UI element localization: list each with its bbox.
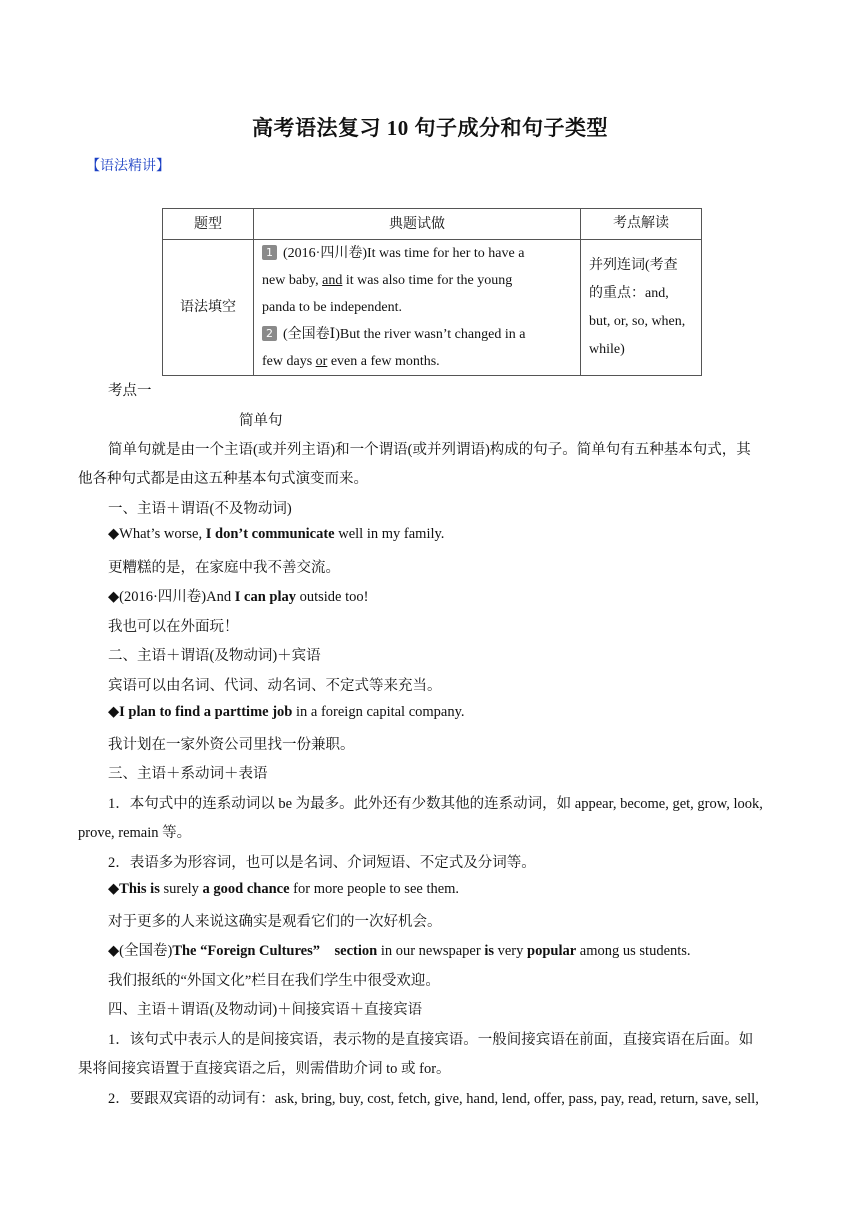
heading: 三、主语＋系动词＋表语: [108, 766, 268, 782]
heading: 二、主语＋谓语(及物动词)＋宾语: [108, 648, 321, 664]
paragraph: 1．该句式中表示人的是间接宾语，表示物的是直接宾语。一般间接宾语在前面，直接宾语在后面。如: [108, 1032, 754, 1048]
table-cell-examples: [254, 240, 581, 376]
example-sentence: ◆What’s worse, I don’t communicate well in my family.: [108, 526, 445, 542]
table-cell-type: 语法填空: [163, 240, 254, 376]
heading: 四、主语＋谓语(及物动词)＋间接宾语＋直接宾语: [108, 1002, 423, 1018]
paragraph: 简单句就是由一个主语(或并列主语)和一个谓语(或并列谓语)构成的句子。简单句有五种基本句式，其: [108, 442, 751, 458]
translation: 我计划在一家外资公司里找一份兼职。: [108, 737, 355, 753]
example-sentence: ◆This is surely a good chance for more people to see them.: [108, 881, 460, 897]
table-row: [163, 240, 702, 376]
table-header-points: 考点解读: [581, 209, 702, 240]
example-sentence: ◆(全国卷)The “Foreign Cultures” section in our newspaper is very popular among us students.: [108, 943, 691, 959]
answer-underline: and: [322, 273, 343, 288]
number-badge-1: 1: [262, 245, 277, 260]
translation: 对于更多的人来说这确实是观看它们的一次好机会。: [108, 914, 442, 930]
table-header-examples: 典题试做: [254, 209, 581, 240]
table-header-type: 题型: [163, 209, 254, 240]
paragraph: prove, remain 等。: [78, 825, 192, 841]
paragraph: 宾语可以由名词、代词、动名词、不定式等来充当。: [108, 678, 442, 694]
section-label: 考点一: [108, 383, 152, 399]
table-cell-points: 并列连词(考查 的重点：and, but, or, so, when, while): [581, 240, 702, 376]
heading: 一、主语＋谓语(不及物动词): [108, 501, 292, 517]
section-tag: 【语法精讲】: [86, 159, 170, 174]
number-badge-2: 2: [262, 326, 277, 341]
example-sentence: ◆(2016·四川卷)And I can play outside too!: [108, 589, 369, 605]
paragraph: 他各种句式都是由这五种基本句式演变而来。: [78, 471, 368, 487]
example-2: 2 (全国卷Ⅰ)But the river wasn’t changed in a few days or even a few months.: [262, 327, 526, 369]
section-title: 简单句: [239, 413, 283, 429]
translation: 更糟糕的是，在家庭中我不善交流。: [108, 560, 340, 576]
answer-underline: or: [315, 354, 328, 369]
paragraph: 果将间接宾语置于直接宾语之后，则需借助介词 to 或 for。: [78, 1061, 451, 1077]
example-1: 1 (2016·四川卷)It was time for her to have a new baby, and it was also time for the young panda to be independent.: [262, 246, 525, 315]
example-table: [162, 208, 702, 376]
example-sentence: ◆I plan to find a parttime job in a foreign capital company.: [108, 704, 465, 720]
translation: 我也可以在外面玩！: [108, 619, 239, 635]
paragraph: 1．本句式中的连系动词以 be 为最多。此外还有少数其他的连系动词，如 appear, become, get, grow, look,: [108, 796, 763, 812]
paragraph: 2．表语多为形容词，也可以是名词、介词短语、不定式及分词等。: [108, 855, 536, 871]
translation: 我们报纸的“外国文化”栏目在我们学生中很受欢迎。: [108, 973, 440, 989]
paragraph: 2．要跟双宾语的动词有：ask, bring, buy, cost, fetch, give, hand, lend, offer, pass, pay, read, return, save, sell,: [108, 1091, 759, 1107]
table-header-row: [163, 209, 702, 240]
page-title: 高考语法复习 10 句子成分和句子类型: [252, 116, 608, 140]
